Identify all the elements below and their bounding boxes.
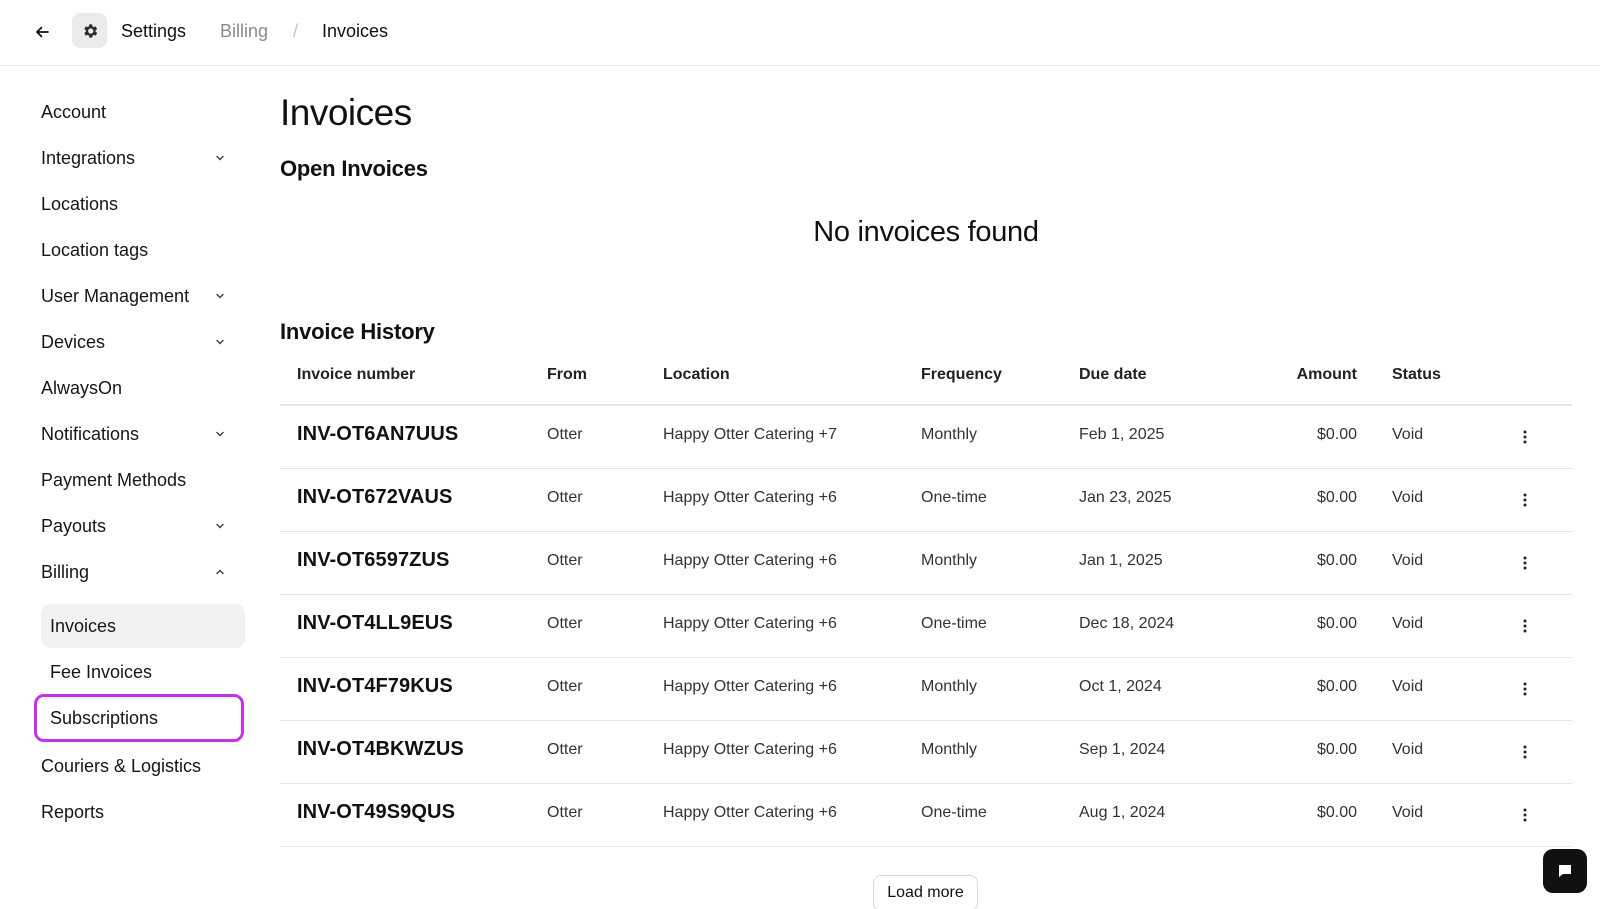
row-menu-button[interactable] [1515,552,1535,574]
invoice-status: Void [1392,804,1424,821]
invoice-frequency: One-time [921,489,987,506]
invoice-location: Happy Otter Catering +6 [663,741,837,758]
more-vertical-icon [1523,619,1527,633]
breadcrumb-invoices: Invoices [322,21,389,41]
invoice-due-date: Dec 18, 2024 [1079,615,1175,632]
invoice-location: Happy Otter Catering +7 [663,426,837,443]
table-row[interactable] [280,721,1572,784]
invoice-frequency: Monthly [921,552,978,569]
chevron-down-icon [213,427,227,441]
column-header-due-date: Due date [1079,366,1147,383]
column-header-invoice-number: Invoice number [297,366,416,383]
invoice-due-date: Sep 1, 2024 [1079,741,1166,758]
invoice-number: INV-OT49S9QUS [297,801,456,823]
load-more-button[interactable]: Load more [873,875,978,909]
invoice-amount: $0.00 [1316,426,1357,443]
invoice-frequency: One-time [921,615,987,632]
column-header-from: From [547,366,587,383]
sidebar-subitem-fee-invoices[interactable] [41,650,245,694]
invoice-number: INV-OT4BKWZUS [297,738,464,760]
sidebar-subitem-label: Fee Invoices [50,661,153,682]
table-row[interactable] [280,469,1572,532]
invoice-due-date: Jan 23, 2025 [1079,489,1172,506]
invoice-due-date: Jan 1, 2025 [1079,552,1163,569]
invoice-location: Happy Otter Catering +6 [663,678,837,695]
chevron-up-icon [213,565,227,579]
row-menu-button[interactable] [1515,615,1535,637]
row-menu-button[interactable] [1515,741,1535,763]
invoice-status: Void [1392,741,1424,758]
invoice-number: INV-OT4F79KUS [297,675,453,697]
sidebar-item-locations[interactable] [41,184,239,224]
sidebar-item-integrations[interactable] [41,138,239,178]
sidebar-item-reports[interactable] [41,792,239,832]
invoice-amount: $0.00 [1316,552,1357,569]
page-title: Invoices [280,92,412,133]
invoice-from: Otter [547,741,583,758]
chat-bubble-icon [1556,862,1574,880]
invoice-status: Void [1392,426,1424,443]
invoice-frequency: Monthly [921,426,978,443]
sidebar-subitem-subscriptions[interactable] [34,694,244,742]
invoice-frequency: Monthly [921,741,978,758]
invoice-number: INV-OT6597ZUS [297,549,450,571]
settings-sidebar [0,66,260,909]
breadcrumb-separator: / [293,21,299,41]
table-row[interactable] [280,784,1572,847]
sidebar-item-label: User Management [41,285,190,306]
invoice-location: Happy Otter Catering +6 [663,489,837,506]
row-menu-button[interactable] [1515,426,1535,448]
sidebar-item-devices[interactable] [41,322,239,362]
row-menu-button[interactable] [1515,804,1535,826]
sidebar-item-label: Couriers & Logistics [41,755,202,776]
invoice-history-heading: Invoice History [280,319,435,344]
sidebar-subitem-label: Subscriptions [50,707,159,728]
table-row[interactable] [280,406,1572,469]
invoice-due-date: Feb 1, 2025 [1079,426,1165,443]
chevron-down-icon [213,335,227,349]
column-header-location: Location [663,366,730,383]
invoice-frequency: Monthly [921,678,978,695]
invoice-from: Otter [547,615,583,632]
column-header-amount: Amount [1296,366,1357,383]
invoice-number: INV-OT672VAUS [297,486,453,508]
chevron-down-icon [213,151,227,165]
more-vertical-icon [1523,808,1527,822]
invoice-location: Happy Otter Catering +6 [663,615,837,632]
invoice-amount: $0.00 [1316,489,1357,506]
more-vertical-icon [1523,682,1527,696]
more-vertical-icon [1523,493,1527,507]
sidebar-item-label: AlwaysOn [41,377,123,398]
sidebar-item-couriers-logistics[interactable] [41,746,239,786]
settings-title: Settings [121,21,187,41]
sidebar-item-notifications[interactable] [41,414,239,454]
sidebar-item-location-tags[interactable] [41,230,239,270]
column-header-frequency: Frequency [921,366,1002,383]
arrow-left-icon [34,24,50,40]
sidebar-subitem-label: Invoices [50,615,117,636]
sidebar-item-alwayson[interactable] [41,368,239,408]
sidebar-item-label: Billing [41,561,90,582]
invoice-amount: $0.00 [1316,741,1357,758]
invoice-location: Happy Otter Catering +6 [663,552,837,569]
breadcrumb-billing[interactable]: Billing [220,21,269,41]
invoice-frequency: One-time [921,804,987,821]
invoice-due-date: Oct 1, 2024 [1079,678,1162,695]
sidebar-item-label: Payouts [41,515,107,536]
sidebar-subitem-invoices[interactable] [41,604,245,648]
invoice-status: Void [1392,615,1424,632]
sidebar-item-label: Devices [41,331,106,352]
sidebar-item-payment-methods[interactable] [41,460,239,500]
sidebar-item-label: Notifications [41,423,140,444]
more-vertical-icon [1523,745,1527,759]
more-vertical-icon [1523,430,1527,444]
back-button[interactable] [28,18,56,46]
chevron-down-icon [213,289,227,303]
row-menu-button[interactable] [1515,489,1535,511]
sidebar-item-label: Integrations [41,147,136,168]
sidebar-item-label: Location tags [41,239,149,260]
sidebar-item-label: Locations [41,193,119,214]
top-bar [0,0,1600,66]
invoice-from: Otter [547,804,583,821]
invoice-due-date: Aug 1, 2024 [1079,804,1166,821]
more-vertical-icon [1523,556,1527,570]
invoice-from: Otter [547,426,583,443]
invoice-from: Otter [547,678,583,695]
invoice-amount: $0.00 [1316,615,1357,632]
invoice-status: Void [1392,552,1424,569]
invoice-status: Void [1392,678,1424,695]
sidebar-item-payouts[interactable] [41,506,239,546]
empty-state-message: No invoices found [813,216,1039,248]
sidebar-item-label: Reports [41,801,105,822]
gear-icon [81,22,99,40]
invoice-number: INV-OT4LL9EUS [297,612,453,634]
invoice-from: Otter [547,552,583,569]
chat-support-button[interactable] [1543,849,1587,893]
sidebar-item-account[interactable] [41,92,239,132]
chevron-down-icon [213,519,227,533]
table-row[interactable] [280,532,1572,595]
column-header-status: Status [1392,366,1441,383]
invoice-amount: $0.00 [1316,678,1357,695]
sidebar-item-billing[interactable] [41,552,239,592]
invoice-from: Otter [547,489,583,506]
invoice-number: INV-OT6AN7UUS [297,423,459,445]
invoice-status: Void [1392,489,1424,506]
open-invoices-heading: Open Invoices [280,156,428,181]
sidebar-item-label: Account [41,101,107,122]
invoice-location: Happy Otter Catering +6 [663,804,837,821]
table-row[interactable] [280,658,1572,721]
table-header-row [280,355,1572,406]
table-row[interactable] [280,595,1572,658]
sidebar-item-label: Payment Methods [41,469,187,490]
sidebar-item-user-management[interactable] [41,276,239,316]
settings-icon-box [72,13,107,48]
row-menu-button[interactable] [1515,678,1535,700]
invoice-history-table [280,355,1572,847]
invoice-amount: $0.00 [1316,804,1357,821]
